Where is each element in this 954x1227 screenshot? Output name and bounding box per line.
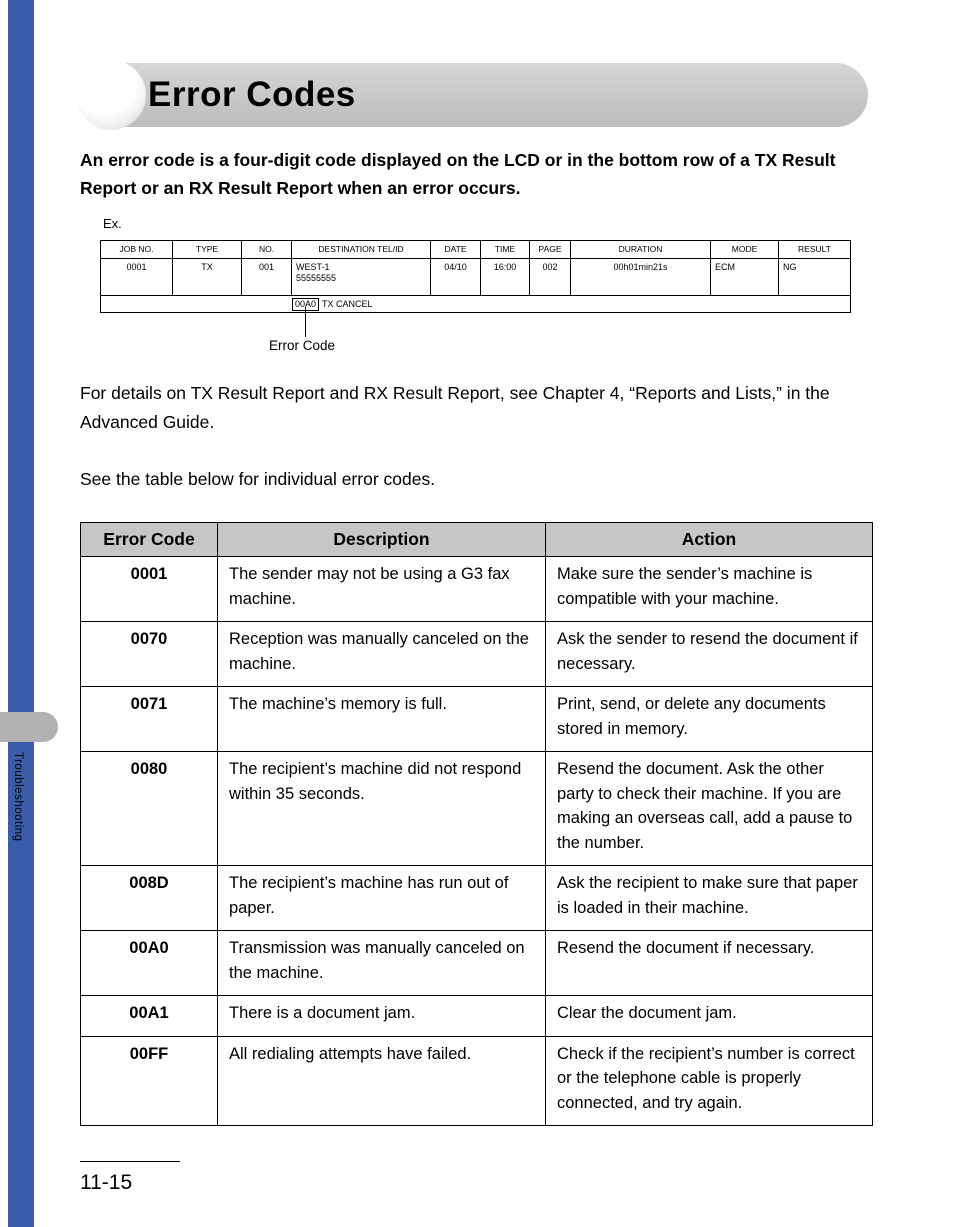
table-row [81, 687, 873, 752]
report-header-cell: NO. [242, 241, 292, 259]
error-code-cell: 008D [81, 866, 218, 931]
report-cell-duration: 00h01min21s [571, 259, 711, 296]
footer-rule [80, 1161, 180, 1162]
description-cell: The recipient’s machine has run out of paper. [218, 866, 546, 931]
page-title: Error Codes [148, 75, 356, 114]
title-banner [78, 63, 868, 127]
error-code-cell: 00FF [81, 1036, 218, 1126]
error-code-cell: 0070 [81, 622, 218, 687]
error-code-cell: 00A0 [81, 931, 218, 996]
intro-text: An error code is a four-digit code displayed on the LCD or in the bottom row of a TX Result Report or an RX Result Report when an error occurs. [80, 150, 836, 198]
report-header-row [101, 241, 851, 259]
action-cell: Ask the sender to resend the document if necessary. [546, 622, 873, 687]
table-row [81, 1036, 873, 1126]
table-row [81, 557, 873, 622]
error-code-callout-label: Error Code [269, 338, 336, 353]
report-header-cell: MODE [711, 241, 779, 259]
report-cell-mode: ECM [711, 259, 779, 296]
column-header-action: Action [546, 523, 873, 557]
example-label: Ex. [103, 216, 122, 231]
chapter-tab [0, 712, 58, 742]
report-cell-date: 04/10 [431, 259, 481, 296]
tx-report-table [100, 240, 851, 313]
error-code-cell: 0001 [81, 557, 218, 622]
action-cell: Make sure the sender’s machine is compatible with your machine. [546, 557, 873, 622]
chapter-color-bar [8, 0, 34, 1227]
description-cell: The recipient’s machine did not respond within 35 seconds. [218, 752, 546, 866]
error-code-callout-line [305, 307, 306, 337]
report-error-row [101, 296, 851, 313]
description-cell: The machine’s memory is full. [218, 687, 546, 752]
report-header-cell: RESULT [779, 241, 851, 259]
report-cell-page: 002 [530, 259, 571, 296]
error-code-text: TX CANCEL [322, 298, 373, 309]
report-cell-type: TX [173, 259, 242, 296]
report-header-cell: TIME [481, 241, 530, 259]
action-cell: Check if the recipient’s number is correct or the telephone cable is properly connected, and try again. [546, 1036, 873, 1126]
report-cell-no: 001 [242, 259, 292, 296]
report-error-cell [101, 296, 851, 313]
table-header-row [81, 523, 873, 557]
description-cell: There is a document jam. [218, 996, 546, 1037]
error-code-cell: 0071 [81, 687, 218, 752]
action-cell: Ask the recipient to make sure that paper is loaded in their machine. [546, 866, 873, 931]
action-cell: Resend the document if necessary. [546, 931, 873, 996]
table-row [81, 622, 873, 687]
report-cell-result: NG [779, 259, 851, 296]
report-cell-job-no: 0001 [101, 259, 173, 296]
report-cell-time: 16:00 [481, 259, 530, 296]
destination-number: 55555555 [296, 273, 337, 283]
report-header-cell: DURATION [571, 241, 711, 259]
table-row [81, 752, 873, 866]
action-cell: Clear the document jam. [546, 996, 873, 1037]
table-row [81, 866, 873, 931]
column-header-error-code: Error Code [81, 523, 218, 557]
chapter-side-label: Troubleshooting [12, 752, 24, 842]
error-code-box: 00A0 [292, 298, 319, 311]
column-header-description: Description [218, 523, 546, 557]
report-data-row [101, 259, 851, 296]
report-header-cell: DESTINATION TEL/ID [292, 241, 431, 259]
destination-name: WEST-1 [296, 262, 330, 272]
report-header-cell: JOB NO. [101, 241, 173, 259]
error-codes-table [80, 522, 873, 1126]
error-code-cell: 0080 [81, 752, 218, 866]
report-header-cell: PAGE [530, 241, 571, 259]
report-header-cell: TYPE [173, 241, 242, 259]
report-header-cell: DATE [431, 241, 481, 259]
title-banner-circle [76, 60, 146, 130]
error-code-cell: 00A1 [81, 996, 218, 1037]
table-row [81, 931, 873, 996]
action-cell: Resend the document. Ask the other party to check their machine. If you are making an overseas call, add a pause to the number. [546, 752, 873, 866]
description-cell: The sender may not be using a G3 fax machine. [218, 557, 546, 622]
report-cell-destination [292, 259, 431, 296]
description-cell: All redialing attempts have failed. [218, 1036, 546, 1126]
table-row [81, 996, 873, 1037]
description-cell: Reception was manually canceled on the machine. [218, 622, 546, 687]
description-cell: Transmission was manually canceled on the machine. [218, 931, 546, 996]
action-cell: Print, send, or delete any documents stored in memory. [546, 687, 873, 752]
body-paragraph: For details on TX Result Report and RX Result Report, see Chapter 4, “Reports and Lists,” in the Advanced Guide. [80, 383, 830, 432]
body-paragraph: See the table below for individual error codes. [80, 469, 436, 489]
page-number: 11-15 [80, 1171, 133, 1194]
